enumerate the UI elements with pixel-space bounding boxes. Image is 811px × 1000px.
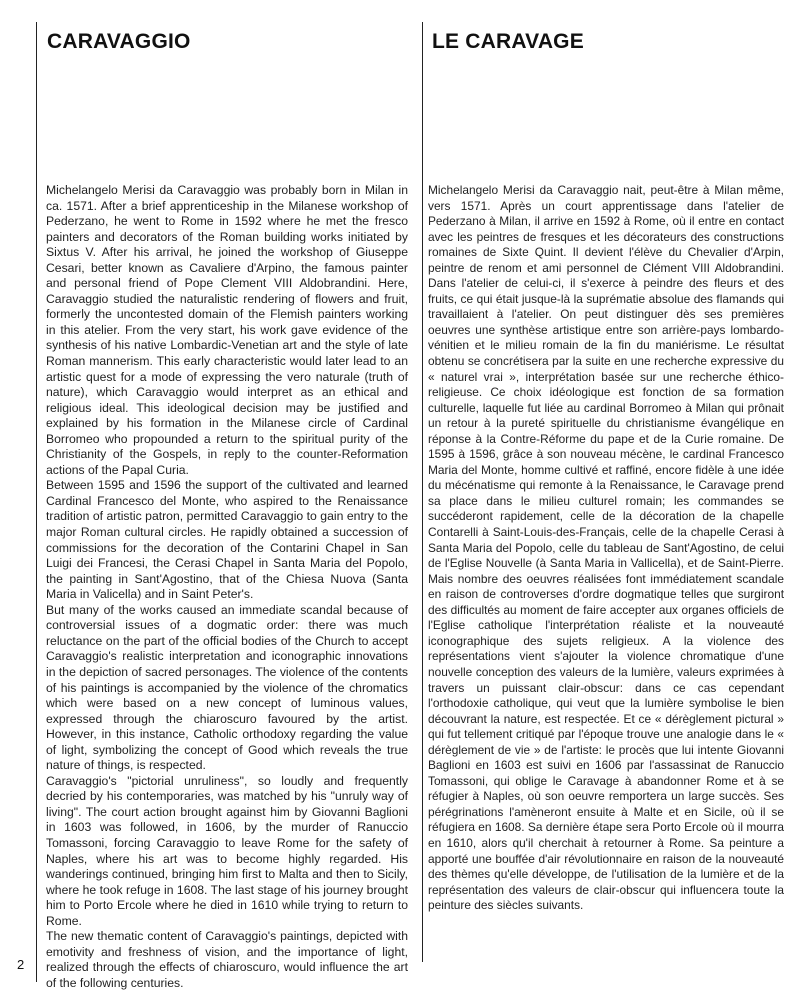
page-number: 2 (17, 957, 25, 972)
french-text-column (428, 183, 784, 914)
english-paragraph-4: Caravaggio's "pictorial unruliness", so loudly and frequently decried by his contemporaries, was matched by his "unruly way of living". The court action brought against him by Giovanni Baglioni in 1603 was followed, in 1606, by the murder of Ranuccio Tomassoni, forcing Caravaggio to leave Rome for the safety of Naples, where his art was to become highly regarded. His wanderings continued, bringing him first to Malta and then to Sicily, where he took refuge in 1608. The last stage of his journey brought him to Porto Ercole where he died in 1610 while trying to return to Rome. (46, 773, 408, 928)
english-paragraph-5: The new thematic content of Caravaggio's paintings, depicted with emotivity and freshness of vision, and the importance of light, realized through the effects of chiaroscuro, would influence the art of the following centuries. (46, 929, 408, 990)
french-paragraph-1: Michelangelo Merisi da Caravaggio nait, peut-être à Milan même, vers 1571. Après un court apprentissage dans l'atelier de Pederzano à Milan, il arrive en 1592 à Rome, où il entre en contact avec les peintres de fresques et les décorateurs des constructions romaines de Sixte Quint. Il devient l'élève du Chevalier d'Arpin, peintre de renom et ami personnel de Clément VIII Aldobrandini. Dans l'atelier de celui-ci, il s'exerce à peindre des fleurs et des fruits, ce qui était jusque-là la suprématie absolue des flamands qui travaillaient à l'atelier. On peut distinguer dès ses premières oeuvres une synthèse artistique entre son arrière-pays lombardo-vénitien et le milieu romain de la fin du maniérisme. Le résultat obtenu se concrétisera par la suite en une recherche expressive du « naturel vrai », interprétation basée sur une recherche éthico-religieuse. Ce choix idéologique est fonction de sa formation culturelle, laquelle fut liée au cardinal Borromeo à Milan qui prônait un retour à la pureté spirituelle du christianisme évangélique en réponse à la Contre-Réforme du pape et de la Curie romaine. De 1595 à 1596, grâce à son nouveau mécène, le cardinal Francesco Maria del Monte, homme cultivé et raffiné, encore fidèle à une idée du mécénatisme qui remonte à la Renaissance, le Caravage prend sa place dans le milieu culturel romain; les commandes se succéderont rapidement, celle de la décoration de la chapelle Contarelli à Saint-Louis-des-Français, celle de la chapelle Cerasi à Santa Maria del Popolo, celle du tableau de Sant'Agostino, de celui de l'Eglise Nouvelle (à Santa Maria in Vallicella), et de Saint-Pierre. Mais nombre des oeuvres réalisées font immédiatement scandale en raison de controverses d'ordre dogmatique telles que surgiront des difficultés au moment de faire accepter aux organes officiels de l'Eglise catholique l'interprétation réaliste et la nouveauté iconographique des sujets religieux. A la violence des représentations vient s'ajouter la violence chromatique d'une nouvelle conception des valeurs de la lumière, valeurs exprimées à travers un puissant clair-obscur: dans ce cas cependant l'orthodoxie catholique, qui veut que la lumière symbolise le bien découvrant la nature, est respectée. Et ce « dérèglement pictural » qui fut tellement critiqué par l'époque trouve une analogie dans le « dérèglement de vie » de l'artiste: le procès que lui intente Giovanni Baglioni en 1603 est suivi en 1606 par l'assassinat de Ranuccio Tomassoni, qui oblige le Caravage à abandonner Rome et à se réfugier à Naples, où son oeuvre remportera un large succès. Ses pérégrinations l'amèneront ensuite à Malte et en Sicile, où il se réfugiera en 1608. Sa dernière étape sera Porto Ercole où il mourra en 1610, alors qu'il cherchait à retourner à Rome. Sa peinture a apporté une bouffée d'air révolutionnaire en raison de la nouveauté des thèmes qu'elle développe, de l'utilisation de la lumière et de la représentation des valeurs de clair-obscur qui influencera toute la peinture des siècles suivants. (428, 183, 784, 913)
english-paragraph-1: Michelangelo Merisi da Caravaggio was probably born in Milan in ca. 1571. After a brief apprenticeship in the Milanese workshop of Pederzano, he went to Rome in 1592 where he met the fresco painters and decorators of the Roman building works initiated by Sixtus V. After his arrival, he joined the workshop of Giuseppe Cesari, better known as Cavaliere d'Arpino, the famous painter and personal friend of Pope Clement VIII Aldobrandini. Here, Caravaggio studied the naturalistic rendering of flowers and fruit, formerly the uncontested domain of the Flemish painters working in this atelier. From the very start, his work gave evidence of the synthesis of his native Lombardic-Venetian art and the style of late Roman mannerism. This early characteristic would later lead to an artistic quest for a mode of expressing the vero naturale (truth of nature), which Caravaggio would interpret as an ethical and religious ideal. This ideological decision may be justified and explained by his formation in the Milanese circle of Cardinal Borromeo who propounded a return to the spiritual purity of the Christianity of the Gospels, in reply to the counter-Reformation actions of the Papal Curia. (46, 183, 408, 477)
french-title: LE CARAVAGE (432, 30, 584, 53)
left-margin-rule (36, 22, 37, 982)
english-paragraph-2: Between 1595 and 1596 the support of the cultivated and learned Cardinal Francesco del Monte, who aspired to the Renaissance tradition of artistic patron, permitted Caravaggio to gain entry to the major Roman cultural circles. He rapidly obtained a succession of commissions for the decoration of the Contarini Chapel in San Luigi dei Francesi, the Cerasi Chapel in Santa Maria del Popolo, the painting in Sant'Agostino, that of the Chiesa Nuova (Santa Maria in Valicella) and in Saint Peter's. (46, 478, 408, 602)
column-divider-rule (422, 22, 423, 962)
english-paragraph-3: But many of the works caused an immediate scandal because of controversial issues of a dogmatic order: there was much reluctance on the part of the official bodies of the Church to accept Caravaggio's realistic interpretation and iconographic innovations in the depiction of sacred personages. The violence of the contents of his paintings is accompanied by the violence of the chromatics which were based on a new concept of luminous values, expressed through the chiaroscuro favoured by the artist. However, in this instance, Catholic orthodoxy regarding the value of light, symbolizing the concept of Good which reveals the true nature of things, is respected. (46, 602, 408, 773)
english-title: CARAVAGGIO (47, 30, 191, 53)
english-text-column (46, 183, 408, 991)
